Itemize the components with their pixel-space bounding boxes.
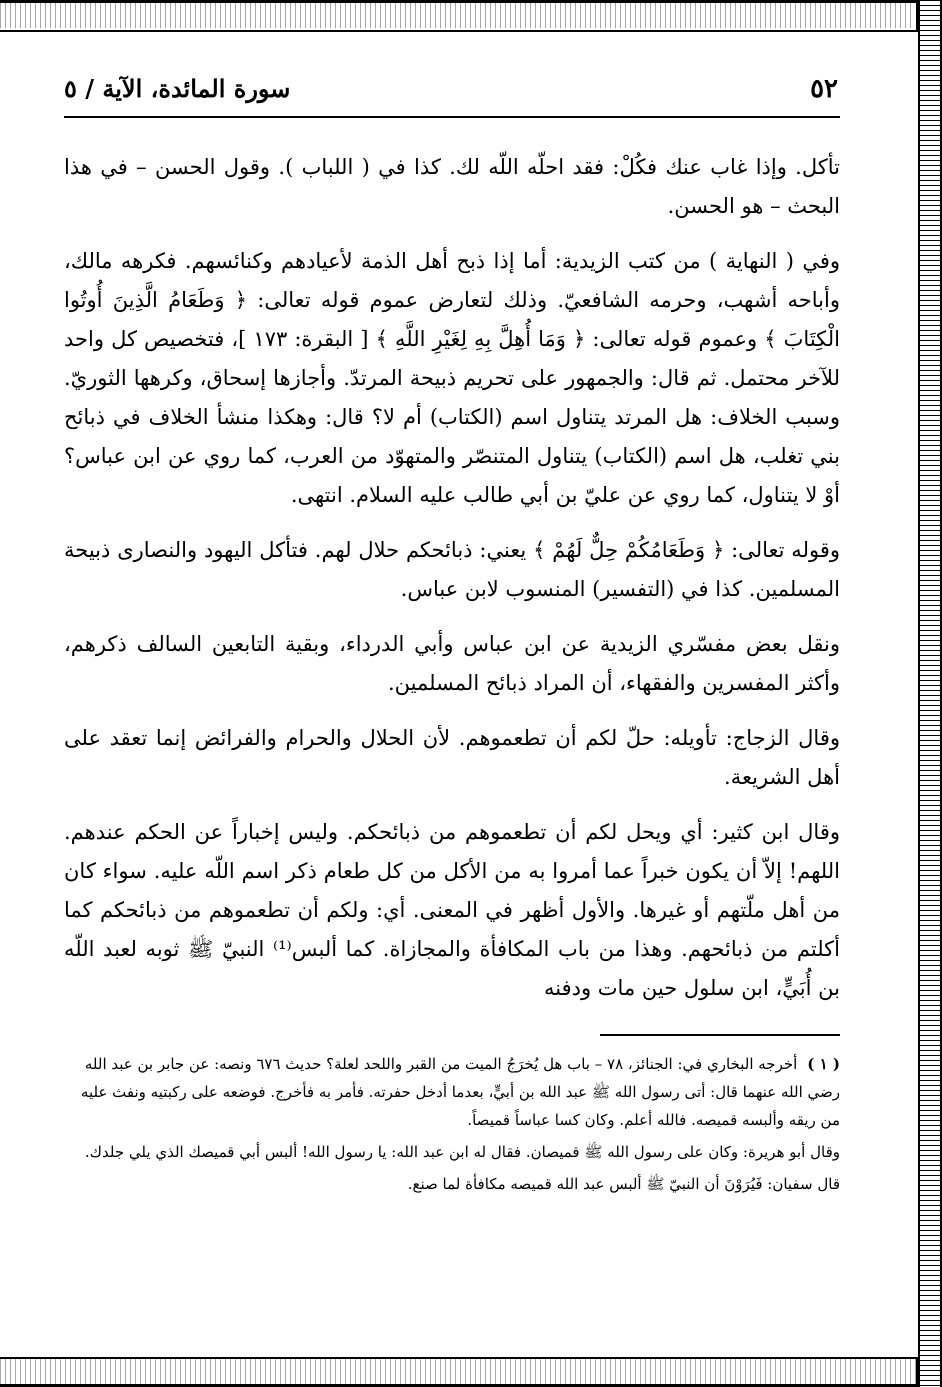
paragraph-5: وقال الزجاج: تأويله: حلّ لكم أن تطعموهم. لأن الحلال والحرام والفرائض إنما تعقد على أهل الشريعة. xyxy=(64,726,840,789)
footnote-text: وقال أبو هريرة: وكان على رسول الله ﷺ قميصان. فقال له ابن عبد الله: يا رسول الله! ألبس أبي قميصك الذي يلي جلدك. xyxy=(84,1143,840,1161)
page-content xyxy=(64,64,840,1202)
footnote-number: ( ١ ) xyxy=(807,1055,840,1073)
page-header xyxy=(64,64,840,118)
paragraph-1: تأكل. وإذا غاب عنك فكُلْ: فقد احلّه اللّه لك. كذا في ( اللباب ). وقول الحسن – في هذا البحث – هو الحسن. xyxy=(64,155,840,218)
paragraph-4: ونقل بعض مفسّري الزيدية عن ابن عباس وأبي الدرداء، وبقية التابعين السالف ذكرهم، وأكثر المفسرين والفقهاء، أن المراد ذبائح المسلمين. xyxy=(64,632,840,695)
paragraph-3: وقوله تعالى: ﴿ وَطَعَامُكُمْ حِلٌّ لَهُمْ ﴾ يعني: ذبائحكم حلال لهم. فتأكل اليهود والنصارى ذبيحة المسلمين. كذا في (التفسير) المنسوب لابن عباس. xyxy=(64,538,840,601)
paragraph-2: وفي ( النهاية ) من كتب الزيدية: أما إذا ذبح أهل الذمة لأعيادهم وكنائسهم. فكرهه مالك، وأباحه أشهب، وحرمه الشافعيّ. وذلك لتعارض عموم قوله تعالى: ﴿ وَطَعَامُ الَّذِينَ أُوتُوا الْكِتَابَ ﴾ وعموم قوله تعالى: ﴿ وَمَا أُهِلَّ بِهِ لِغَيْرِ اللَّهِ ﴾ [ البقرة: ١٧٣ ]، فتخصيص كل واحد للآخر محتمل. ثم قال: والجمهور على تحريم ذبيحة المرتدّ. وأجازها إسحاق، وكرهها الثوريّ. وسبب الخلاف: هل المرتد يتناول اسم (الكتاب) أم لا؟ قال: وهكذا منشأ الخلاف في ذبائح بني تغلب، هل اسم (الكتاب) يتناول المتنصّر والمتهوّد من العرب، كما روي عن ابن عباس؟ أوْ لا يتناول، كما روي عن عليّ بن أبي طالب عليه السلام. انتهى. xyxy=(64,249,840,507)
footnote-text: أخرجه البخاري في: الجنائز، ٧٨ – باب هل يُخرَجُ الميت من القبر واللحد لعلة؟ حديث ٦٧٦ ونصه: عن جابر بن عبد الله رضي الله عنهما قال: أتى رسول الله ﷺ عبد الله بن أبيٍّ، بعدما أدخل حفرته. فأمر به فأخرج. فوضعه على ركبتيه ونفث عليه من ريقه وألبسه قميصه. فالله أعلم. وكان كسا عباساً قميصاً. xyxy=(80,1055,840,1129)
footnote-1-continued-a xyxy=(64,1138,840,1166)
running-title: سورة المائدة، الآية / ٥ xyxy=(64,74,291,103)
body-text xyxy=(64,148,840,1008)
top-border-pattern xyxy=(0,2,912,28)
footnote-divider xyxy=(600,1034,840,1036)
page-number: ٥٢ xyxy=(810,74,838,104)
paragraph-6: وقال ابن كثير: أي ويحل لكم أن تطعموهم من ذبائحكم. وليس إخباراً عن الحكم عندهم. اللهم! إلاّ أن يكون خبراً عما أمروا به من الأكل من كل طعام ذكر اسم اللّه عليه. سواء كان من أهل ملّتهم أو غيرها. والأول أظهر في المعنى. أي: ولكم أن تطعموهم من ذبائحكم كما أكلتم من ذبائحهم. وهذا من باب المكافأة والمجازاة. كما ألبس⁽¹⁾ النبيّ ﷺ ثوبه لعبد اللّه بن أُبَيٍّ، ابن سلول حين مات ودفنه xyxy=(64,820,840,1000)
right-ornamental-border xyxy=(918,0,942,1387)
footnote-text: قال سفيان: فَيُرَوْنَ أن النبيّ ﷺ ألبس عبد الله قميصه مكافأة لما صنع. xyxy=(407,1175,840,1193)
footnote-1 xyxy=(64,1050,840,1134)
bottom-ornamental-border xyxy=(0,1357,918,1387)
footnote-1-continued-b xyxy=(64,1170,840,1198)
footnotes xyxy=(64,1050,840,1198)
